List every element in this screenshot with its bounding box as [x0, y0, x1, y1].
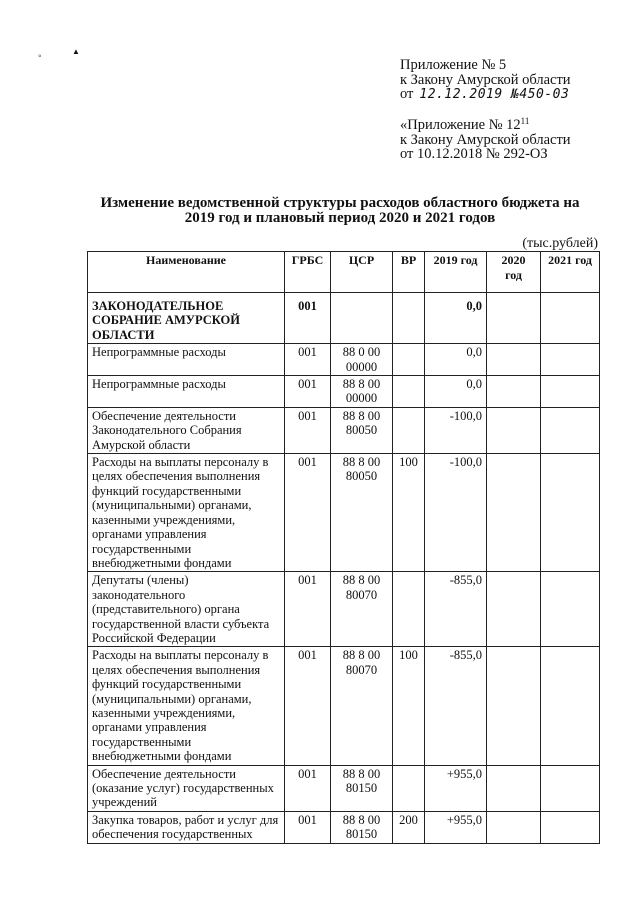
cell-name: Расходы на выплаты персоналу в целях обеспечения выполнения функций государственными (муниципальными) органами, казенными учреждениями, органами управления государственными внебюджетными фондами	[88, 454, 285, 572]
previous-appendix-number	[400, 118, 571, 133]
cell-csr-part-2: 80070	[345, 662, 378, 677]
cell-csr-part-1: 88 8 00	[342, 377, 381, 392]
previous-appendix-number-text: «Приложение № 12	[400, 117, 521, 133]
cell-csr-part-2: 00000	[345, 391, 378, 406]
cell-2019: -100,0	[425, 454, 487, 572]
cell-name: Обеспечение деятельности (оказание услуг) государственных учреждений	[88, 765, 285, 811]
appendix-law: к Закону Амурской области	[400, 71, 571, 88]
cell-csr-part-1: 88 8 00	[342, 812, 381, 827]
table-header-row	[88, 252, 600, 293]
table-row	[88, 293, 600, 344]
cell-2019: +955,0	[425, 811, 487, 843]
cell-csr	[331, 293, 393, 344]
cell-csr-part-1: 88 8 00	[342, 648, 381, 663]
cell-vr	[393, 344, 425, 376]
document-title-line-2: 2019 год и плановый период 2020 и 2021 годов	[184, 210, 496, 226]
appendix-date-line	[400, 87, 571, 103]
cell-vr: 100	[393, 647, 425, 765]
scan-mark-triangle: ▲	[72, 47, 80, 56]
cell-csr-part-2: 80150	[345, 781, 378, 795]
cell-csr	[331, 344, 393, 376]
budget-table	[87, 251, 600, 844]
table-row	[88, 765, 600, 811]
scan-mark-dot: ◦	[38, 51, 42, 62]
cell-2019: +955,0	[425, 765, 487, 811]
cell-vr	[393, 572, 425, 647]
cell-grbs: 001	[285, 293, 331, 344]
cell-name: Расходы на выплаты персоналу в целях обеспечения выполнения функций государственными (муниципальными) органами, казенными учреждениями, органами управления государственными внебюджетными фондами	[88, 647, 285, 765]
cell-name: Депутаты (члены) законодательного (представительного) органа государственной власти субъекта Российской Федерации	[88, 572, 285, 647]
cell-csr	[331, 765, 393, 811]
cell-grbs: 001	[285, 765, 331, 811]
document-title	[90, 196, 590, 226]
cell-name: Непрограммные расходы	[88, 376, 285, 408]
previous-appendix-date: от 10.12.2018 № 292-ОЗ	[400, 146, 548, 162]
cell-grbs: 001	[285, 376, 331, 408]
cell-name: Обеспечение деятельности Законодательного Собрания Амурской области	[88, 407, 285, 453]
cell-2021	[541, 344, 600, 376]
cell-name: ЗАКОНОДАТЕЛЬНОЕ СОБРАНИЕ АМУРСКОЙ ОБЛАСТИ	[88, 293, 285, 344]
header-2020-word: год	[505, 268, 522, 282]
cell-vr: 200	[393, 811, 425, 843]
cell-2019: -855,0	[425, 647, 487, 765]
cell-vr	[393, 407, 425, 453]
cell-csr-part-2: 80150	[345, 827, 378, 842]
cell-vr	[393, 293, 425, 344]
cell-2020	[487, 454, 541, 572]
cell-2019: -855,0	[425, 572, 487, 647]
cell-csr	[331, 811, 393, 843]
table-row	[88, 344, 600, 376]
table-row	[88, 572, 600, 647]
cell-2021	[541, 811, 600, 843]
cell-csr-part-2: 00000	[345, 359, 378, 374]
cell-csr	[331, 647, 393, 765]
cell-csr-part-1: 88 0 00	[342, 345, 381, 360]
header-2020	[487, 252, 541, 293]
cell-grbs: 001	[285, 407, 331, 453]
previous-appendix-law: к Закону Амурской области	[400, 131, 571, 148]
cell-2021	[541, 293, 600, 344]
cell-csr-part-2: 80050	[345, 469, 378, 484]
cell-2021	[541, 376, 600, 408]
cell-csr-part-1: 88 8 00	[342, 455, 381, 470]
cell-2020	[487, 293, 541, 344]
cell-grbs: 001	[285, 454, 331, 572]
cell-2019: 0,0	[425, 344, 487, 376]
cell-2021	[541, 765, 600, 811]
cell-2020	[487, 376, 541, 408]
table-row	[88, 454, 600, 572]
cell-2021	[541, 647, 600, 765]
cell-csr-part-1: 88 8 00	[342, 573, 381, 588]
cell-2020	[487, 407, 541, 453]
cell-2020	[487, 811, 541, 843]
cell-csr	[331, 454, 393, 572]
header-grbs: ГРБС	[285, 252, 331, 293]
cell-2021	[541, 407, 600, 453]
cell-grbs: 001	[285, 647, 331, 765]
header-csr: ЦСР	[331, 252, 393, 293]
previous-appendix-header	[400, 118, 571, 162]
appendix-header	[400, 58, 571, 103]
cell-vr	[393, 765, 425, 811]
table-row	[88, 376, 600, 408]
cell-2020	[487, 647, 541, 765]
appendix-date-prefix: от	[400, 86, 414, 102]
table-row	[88, 407, 600, 453]
header-2020-year: 2020	[501, 253, 526, 267]
cell-csr-part-2: 80070	[345, 587, 378, 602]
header-2019: 2019 год	[425, 252, 487, 293]
cell-csr-part-1: 88 8 00	[342, 766, 381, 781]
cell-csr	[331, 572, 393, 647]
cell-2020	[487, 344, 541, 376]
cell-2020	[487, 765, 541, 811]
cell-2021	[541, 454, 600, 572]
table-row	[88, 647, 600, 765]
cell-name: Непрограммные расходы	[88, 344, 285, 376]
cell-grbs: 001	[285, 811, 331, 843]
header-name: Наименование	[88, 252, 285, 293]
cell-2021	[541, 572, 600, 647]
cell-2019: 0,0	[425, 376, 487, 408]
cell-grbs: 001	[285, 572, 331, 647]
previous-appendix-superscript: 11	[520, 116, 530, 126]
cell-2019: -100,0	[425, 407, 487, 453]
cell-2019: 0,0	[425, 293, 487, 344]
header-vr: ВР	[393, 252, 425, 293]
cell-grbs: 001	[285, 344, 331, 376]
header-2021: 2021 год	[541, 252, 600, 293]
appendix-number: Приложение № 5	[400, 57, 507, 73]
cell-csr	[331, 376, 393, 408]
cell-csr-part-1: 88 8 00	[342, 408, 381, 423]
handwritten-date-number: 12.12.2019 №450-03	[419, 87, 570, 102]
cell-vr	[393, 376, 425, 408]
cell-csr-part-2: 80050	[345, 423, 378, 438]
cell-2020	[487, 572, 541, 647]
units-label: (тыс.рублей)	[522, 236, 598, 251]
table-row	[88, 811, 600, 843]
cell-vr: 100	[393, 454, 425, 572]
document-title-line-1: Изменение ведомственной структуры расходов областного бюджета на	[100, 195, 580, 211]
cell-csr	[331, 407, 393, 453]
cell-name: Закупка товаров, работ и услуг для обеспечения государственных	[88, 811, 285, 843]
